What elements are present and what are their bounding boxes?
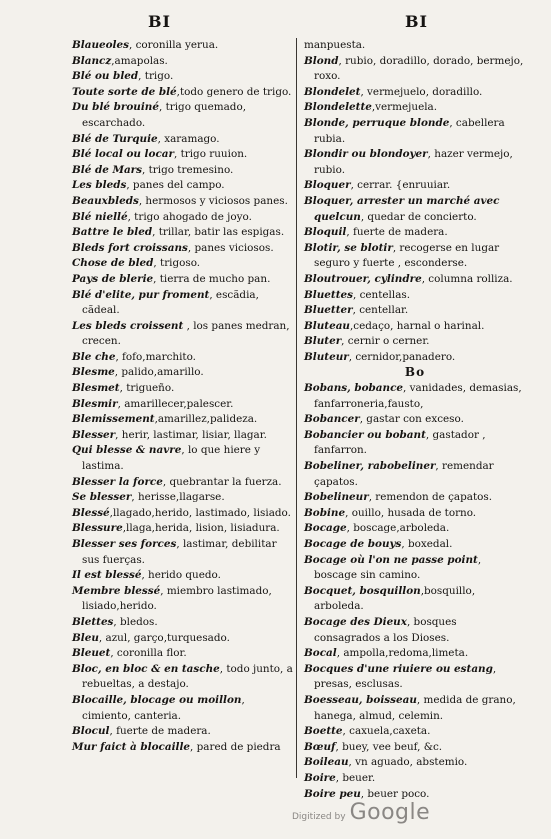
entry-definition: , ouillo, husada de torno.	[345, 506, 477, 519]
dictionary-entry	[72, 350, 294, 366]
dictionary-entry	[72, 397, 294, 413]
dictionary-entry	[72, 490, 294, 506]
entry-definition: , quedar de concierto.	[360, 210, 477, 223]
dictionary-entry	[72, 662, 294, 693]
entry-definition: , vermejuelo, doradillo.	[360, 85, 483, 98]
entry-headword: Boileau	[304, 756, 349, 769]
entry-definition: ,amapolas.	[111, 54, 168, 67]
entry-headword: Boesseau, boisseau	[304, 693, 417, 706]
digitized-footer	[292, 800, 430, 825]
entry-definition: , cabellera rubia.	[314, 116, 505, 145]
entry-definition: , boscage,arboleda.	[346, 522, 450, 535]
entry-headword: Blesser la force	[72, 475, 163, 488]
entry-headword: Blé niellé	[72, 210, 128, 223]
entry-headword: Bobans, bobance	[304, 382, 404, 395]
entry-headword: Bocage où l'on ne passe point	[304, 553, 478, 566]
dictionary-entry	[304, 615, 526, 646]
entry-definition: , quebrantar la fuerza.	[162, 475, 282, 488]
dictionary-entry	[72, 584, 294, 615]
dictionary-entry	[304, 319, 526, 335]
dictionary-entry	[304, 740, 526, 756]
entry-definition: , boxedal.	[401, 538, 453, 550]
dictionary-entry	[304, 350, 526, 366]
entry-definition: , miembro lastimado, lisiado,herido.	[82, 584, 272, 613]
dictionary-entry	[72, 241, 294, 257]
dictionary-entry	[304, 724, 526, 740]
entry-headword: Bloquer	[304, 179, 351, 192]
dictionary-entry	[72, 365, 294, 381]
dictionary-entry	[72, 132, 294, 148]
dictionary-entry	[72, 147, 294, 163]
entry-definition: , trillar, batir las espigas.	[152, 226, 285, 239]
dictionary-entry	[304, 537, 526, 553]
right-column	[304, 38, 526, 802]
entry-definition: , cernidor,panadero.	[348, 350, 456, 363]
entry-definition: , hazer vermejo, rubio.	[314, 148, 513, 176]
entry-headword: Blondelet	[304, 85, 361, 98]
entry-definition: , cerrar. {enruuiar.	[350, 179, 451, 192]
entry-definition: , hermosos y viciosos panes.	[138, 194, 288, 207]
entry-headword: Bloc, en bloc & en tasche	[72, 662, 220, 675]
entry-headword: Bobelineur	[304, 491, 369, 504]
entry-headword: Blesser ses forces	[72, 538, 177, 550]
left-column	[72, 38, 294, 755]
entry-headword: Bobine	[304, 506, 346, 519]
dictionary-entry	[304, 225, 526, 241]
dictionary-entry	[304, 178, 526, 194]
entry-definition: , columna rolliza.	[421, 272, 513, 285]
entry-headword: Blessure	[72, 522, 123, 535]
entry-headword: Blesme	[72, 366, 115, 379]
entry-headword: Pays de blerie	[72, 272, 154, 285]
dictionary-entry	[304, 584, 526, 615]
dictionary-entry	[304, 506, 526, 522]
entry-headword: Bleuet	[72, 647, 111, 660]
dictionary-entry	[72, 693, 294, 724]
entry-headword: Boire peu	[304, 787, 361, 800]
dictionary-entry	[304, 771, 526, 787]
entry-headword: Bluetter	[304, 304, 353, 317]
entry-definition: , fuerte de madera.	[109, 725, 211, 738]
dictionary-entry	[304, 100, 526, 116]
entry-headword: Chose de bled	[72, 257, 154, 270]
entry-headword: Toute sorte de blé	[72, 85, 177, 98]
entry-headword: Bobancier ou bobant	[304, 428, 426, 441]
entry-definition: , beuer.	[335, 771, 376, 784]
dictionary-entry	[304, 521, 526, 537]
entry-headword: Blondelette	[304, 101, 372, 114]
entry-definition: , herido quedo.	[141, 569, 221, 582]
dictionary-entry	[72, 537, 294, 568]
entry-headword: Bocal	[304, 647, 337, 660]
dictionary-entry	[72, 100, 294, 131]
dictionary-entry	[304, 755, 526, 771]
entry-headword: Boire	[304, 771, 336, 784]
dictionary-entry	[72, 740, 294, 756]
entry-headword: Bocage de bouys	[304, 538, 402, 550]
entry-definition: , coronilla flor.	[110, 647, 187, 660]
left-running-header: BI	[148, 12, 172, 31]
entry-definition: ,todo genero de trigo.	[176, 85, 292, 98]
entry-definition: , lo que hiere y lastima.	[82, 444, 261, 473]
entry-headword: Du blé brouiné	[72, 101, 159, 114]
entry-headword: Bocage	[304, 522, 347, 535]
entry-definition: , xaramago.	[157, 132, 220, 145]
entry-definition: , caxuela,caxeta.	[342, 725, 431, 738]
entry-headword: Bœuf	[304, 740, 336, 753]
dictionary-entry	[72, 85, 294, 101]
entry-headword: Bobeliner, rabobeliner	[304, 460, 436, 473]
entry-definition: , trigo.	[138, 70, 174, 83]
entry-headword: Blonde, perruque blonde	[304, 116, 450, 129]
digitized-label: Digitized by	[292, 812, 346, 822]
entry-headword: Beauxbleds	[72, 194, 139, 207]
entry-headword: Blé ou bled	[72, 70, 139, 83]
dictionary-entry	[72, 194, 294, 210]
entry-definition: , bosques consagrados a los Dioses.	[314, 615, 457, 644]
dictionary-entry	[72, 521, 294, 537]
entry-definition: , trigo ruuion.	[173, 148, 248, 161]
entry-headword: Bobancer	[304, 413, 360, 426]
entry-headword: Blesser	[72, 428, 116, 441]
entry-definition: , vn aguado, abstemio.	[348, 756, 468, 769]
dictionary-entry	[72, 288, 294, 319]
entry-headword: Blé local ou locar	[72, 148, 174, 161]
section-heading: Bo	[404, 365, 426, 380]
entry-definition: , escãdia, cãdeal.	[82, 288, 259, 317]
google-logo: Google	[349, 800, 431, 825]
entry-definition: manpuesta.	[304, 39, 366, 51]
entry-headword: Blond	[304, 54, 339, 67]
entry-definition: ,vermejuela.	[371, 101, 438, 114]
entry-headword: Bleu	[72, 631, 99, 644]
entry-definition: , los panes medran, crecen.	[82, 319, 290, 348]
entry-headword: Blondir ou blondoyer	[304, 148, 428, 161]
dictionary-entry	[72, 54, 294, 70]
entry-headword: Bocage des Dieux	[304, 615, 407, 628]
dictionary-entry	[72, 225, 294, 241]
entry-definition: , trigo ahogado de joyo.	[127, 210, 252, 223]
entry-headword: Blesmir	[72, 397, 118, 410]
entry-headword: Boette	[304, 725, 343, 738]
entry-definition: , recogerse en lugar seguro y fuerte , esconderse.	[314, 241, 500, 270]
entry-definition: , gastar con exceso.	[359, 413, 464, 426]
dictionary-entry	[304, 38, 526, 54]
dictionary-entry	[304, 553, 526, 584]
entry-definition: , gastador , fanfarron.	[314, 428, 486, 457]
entry-definition: , buey, vee beuf, &c.	[335, 740, 443, 753]
entry-definition: , medida de grano, hanega, almud, celemin.	[314, 693, 516, 722]
entry-definition: , vanidades, demasias, fanfarroneria,fausto,	[314, 382, 522, 410]
dictionary-entry	[304, 428, 526, 459]
dictionary-entry	[72, 319, 294, 350]
entry-headword: Les bleds	[72, 179, 127, 192]
dictionary-entry	[72, 69, 294, 85]
entry-definition: , remendar çapatos.	[314, 460, 494, 488]
dictionary-entry	[304, 54, 526, 85]
entry-definition: , trigoso.	[153, 257, 201, 270]
entry-definition: , lastimar, debilitar sus fuerças.	[82, 538, 277, 566]
entry-definition: ,bosquillo, arboleda.	[314, 584, 476, 613]
dictionary-entry	[72, 631, 294, 647]
entry-headword: Bocques d'une riuiere ou estang	[304, 662, 493, 675]
entry-headword: Blemissement	[72, 413, 155, 426]
entry-headword: Qui blesse & navre	[72, 444, 182, 457]
entry-definition: , fofo,marchito.	[115, 350, 196, 363]
dictionary-entry	[304, 334, 526, 350]
entry-definition: , ampolla,redoma,limeta.	[336, 647, 469, 660]
entry-definition: , todo junto, a rebueltas, a destajo.	[82, 662, 293, 691]
dictionary-entry	[72, 443, 294, 474]
entry-headword: Bocquet, bosquillon	[304, 584, 421, 597]
dictionary-entry	[72, 163, 294, 179]
dictionary-entry	[72, 506, 294, 522]
entry-definition: ,llaga,herida, lision, lisiadura.	[122, 522, 280, 535]
entry-headword: Blancz	[72, 54, 112, 67]
entry-definition: , rubio, doradillo, dorado, bermejo, roxo.	[314, 54, 524, 83]
entry-definition: , trigo quemado, escarchado.	[82, 101, 247, 129]
dictionary-entry	[304, 147, 526, 178]
entry-headword: Bloquer, arrester un marché avec quelcun	[304, 194, 500, 223]
column-divider	[296, 38, 297, 778]
entry-definition: , coronilla yerua.	[128, 39, 219, 51]
entry-definition: , panes del campo.	[126, 179, 225, 192]
entry-headword: Ble che	[72, 350, 116, 363]
dictionary-entry	[304, 381, 526, 412]
dictionary-entry	[304, 303, 526, 319]
entry-definition: , tierra de mucho pan.	[153, 272, 271, 285]
dictionary-entry	[72, 475, 294, 491]
entry-definition: , cernir o cerner.	[341, 335, 430, 348]
entry-definition: , panes viciosos.	[187, 241, 274, 254]
entry-headword: Blé d'elite, pur froment	[72, 288, 210, 301]
entry-definition: , bledos.	[113, 615, 158, 628]
dictionary-entry	[304, 459, 526, 490]
entry-headword: Blé de Mars	[72, 163, 143, 176]
entry-headword: Mur faict à blocaille	[72, 740, 191, 753]
entry-headword: Blé de Turquie	[72, 132, 158, 145]
entry-definition: ,cedaço, harnal o harinal.	[349, 319, 485, 332]
dictionary-entry	[72, 381, 294, 397]
dictionary-entry	[72, 256, 294, 272]
entry-headword: Blocul	[72, 725, 110, 738]
dictionary-entry	[72, 412, 294, 428]
entry-headword: Membre blessé	[72, 584, 161, 597]
entry-definition: ,llagado,herido, lastimado, lisiado.	[109, 506, 291, 519]
dictionary-entry	[304, 241, 526, 272]
entry-definition: , trigo tremesino.	[142, 163, 234, 176]
dictionary-entry	[72, 646, 294, 662]
dictionary-entry	[72, 568, 294, 584]
dictionary-entry	[304, 412, 526, 428]
dictionary-entry	[304, 116, 526, 147]
entry-definition: , beuer poco.	[360, 787, 430, 800]
entry-definition: , remendon de çapatos.	[368, 491, 493, 504]
entry-definition: , amarillecer,palescer.	[117, 397, 234, 410]
entry-headword: Il est blessé	[72, 569, 142, 582]
entry-definition: , palido,amarillo.	[114, 366, 204, 379]
entry-headword: Blessé	[72, 506, 110, 519]
dictionary-entry	[304, 693, 526, 724]
entry-definition: , presas, esclusas.	[314, 662, 497, 691]
entry-headword: Bluteau	[304, 319, 350, 332]
dictionary-entry	[72, 428, 294, 444]
dictionary-entry	[72, 178, 294, 194]
entry-definition: , trigueño.	[119, 382, 175, 395]
dictionary-entry	[304, 490, 526, 506]
entry-headword: Bluteur	[304, 350, 349, 363]
entry-definition: , pared de piedra	[190, 740, 281, 753]
dictionary-entry	[304, 288, 526, 304]
entry-headword: Blocaille, blocage ou moillon	[72, 693, 242, 706]
entry-headword: Bluettes	[304, 288, 353, 301]
dictionary-entry	[72, 615, 294, 631]
dictionary-entry	[304, 272, 526, 288]
entry-definition: ,amarillez,palideza.	[154, 413, 258, 426]
entry-headword: Battre le bled	[72, 226, 153, 239]
entry-definition: , herir, lastimar, lisiar, llagar.	[115, 428, 267, 441]
entry-definition: , azul, garço,turquesado.	[98, 631, 230, 644]
dictionary-entry	[72, 38, 294, 54]
dictionary-entry	[304, 85, 526, 101]
dictionary-entry	[72, 272, 294, 288]
entry-definition: , herisse,llagarse.	[131, 491, 225, 504]
dictionary-entry	[304, 662, 526, 693]
entry-definition: , centellas.	[352, 288, 411, 301]
entry-headword: Bloutrouer, cylindre	[304, 272, 422, 285]
entry-headword: Se blesser	[72, 491, 132, 504]
entry-headword: Blesmet	[72, 382, 120, 395]
dictionary-entry	[72, 724, 294, 740]
entry-definition: , boscage sin camino.	[314, 553, 482, 582]
entry-headword: Blotir, se blotir	[304, 241, 393, 254]
entry-headword: Bloquil	[304, 226, 347, 239]
entry-headword: Blaueoles	[72, 39, 129, 51]
entry-headword: Bleds fort croissans	[72, 241, 188, 254]
entry-definition: , centellar.	[352, 304, 409, 317]
dictionary-entry	[304, 646, 526, 662]
entry-headword: Bluter	[304, 335, 342, 348]
entry-headword: Les bleds croissent	[72, 319, 184, 332]
entry-definition: , cimiento, canteria.	[82, 693, 245, 722]
dictionary-entry	[72, 210, 294, 226]
entry-definition: , fuerte de madera.	[346, 226, 448, 239]
entry-headword: Blettes	[72, 615, 114, 628]
right-running-header: BI	[405, 12, 429, 31]
dictionary-entry	[304, 194, 526, 225]
